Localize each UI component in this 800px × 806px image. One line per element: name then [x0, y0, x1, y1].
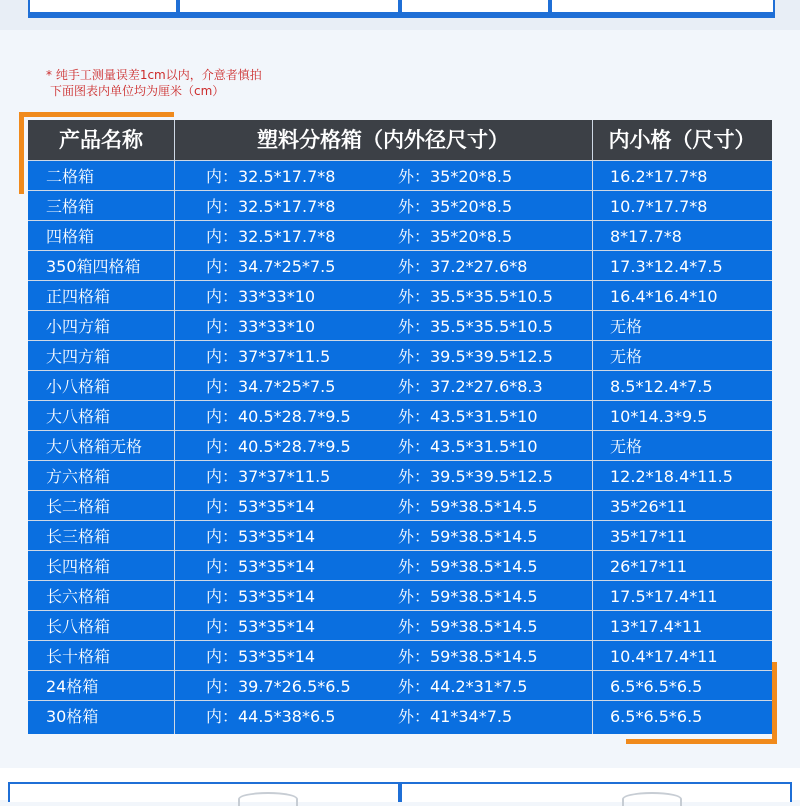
cell-size: 8.5*12.4*7.5 — [610, 377, 713, 396]
product-image — [238, 792, 298, 806]
cell-size: 无格 — [610, 437, 643, 456]
outer-size: 外：35*20*8.5 — [398, 167, 513, 186]
inner-size: 内：37*37*11.5 — [206, 347, 331, 366]
header-box-size: 塑料分格箱（内外径尺寸） — [257, 128, 509, 152]
table-row — [28, 640, 772, 670]
product-name: 大四方箱 — [46, 347, 111, 366]
inner-size: 内：53*35*14 — [206, 497, 316, 516]
inner-size: 内：37*37*11.5 — [206, 467, 331, 486]
table-row — [28, 280, 772, 310]
next-section-strip — [0, 768, 800, 800]
product-name: 小八格箱 — [46, 377, 111, 396]
table-row — [28, 370, 772, 400]
outer-size: 外：35.5*35.5*10.5 — [398, 287, 553, 306]
product-name: 四格箱 — [46, 227, 95, 246]
product-name: 方六格箱 — [46, 467, 111, 486]
header-cell-size: 内小格（尺寸） — [608, 128, 756, 152]
inner-size: 内：32.5*17.7*8 — [206, 227, 336, 246]
corner-accent-top-left — [19, 112, 24, 194]
outer-size: 外：59*38.5*14.5 — [398, 557, 538, 576]
unit-note: 下面图表内单位均为厘米（cm） — [50, 84, 225, 98]
inner-size: 内：33*33*10 — [206, 287, 316, 306]
previous-table-border — [28, 14, 775, 18]
outer-size: 外：35*20*8.5 — [398, 227, 513, 246]
cell-size: 10.4*17.4*11 — [610, 647, 718, 666]
table-row — [28, 340, 772, 370]
table-row — [28, 220, 772, 250]
cell-size: 35*17*11 — [610, 527, 688, 546]
cell-size: 26*17*11 — [610, 557, 688, 576]
table-row — [28, 610, 772, 640]
cell-size: 10.7*17.7*8 — [610, 197, 708, 216]
size-table — [28, 120, 772, 734]
outer-size: 外：35.5*35.5*10.5 — [398, 317, 553, 336]
table-row — [28, 670, 772, 700]
cell-size: 无格 — [610, 317, 643, 336]
table-row — [28, 250, 772, 280]
outer-size: 外：41*34*7.5 — [398, 707, 513, 726]
inner-size: 内：40.5*28.7*9.5 — [206, 437, 351, 456]
inner-size: 内：53*35*14 — [206, 527, 316, 546]
product-name: 长四格箱 — [46, 557, 111, 576]
previous-table-cell — [400, 0, 550, 14]
product-image — [622, 792, 682, 806]
inner-size: 内：53*35*14 — [206, 647, 316, 666]
cell-size: 无格 — [610, 347, 643, 366]
outer-size: 外：35*20*8.5 — [398, 197, 513, 216]
product-name: 350箱四格箱 — [46, 257, 141, 276]
outer-size: 外：39.5*39.5*12.5 — [398, 347, 553, 366]
product-name: 长八格箱 — [46, 617, 111, 636]
cell-size: 17.3*12.4*7.5 — [610, 257, 723, 276]
previous-table-strip — [0, 0, 800, 30]
outer-size: 外：43.5*31.5*10 — [398, 407, 538, 426]
outer-size: 外：59*38.5*14.5 — [398, 647, 538, 666]
inner-size: 内：34.7*25*7.5 — [206, 377, 336, 396]
table-header — [28, 120, 772, 160]
corner-accent-bottom-right — [772, 662, 777, 744]
cell-size: 16.2*17.7*8 — [610, 167, 708, 186]
outer-size: 外：43.5*31.5*10 — [398, 437, 538, 456]
inner-size: 内：40.5*28.7*9.5 — [206, 407, 351, 426]
cell-size: 10*14.3*9.5 — [610, 407, 708, 426]
cell-size: 35*26*11 — [610, 497, 688, 516]
product-name: 正四格箱 — [46, 287, 111, 306]
product-name: 小四方箱 — [46, 317, 111, 336]
cell-size: 12.2*18.4*11.5 — [610, 467, 733, 486]
table-row — [28, 520, 772, 550]
table-row — [28, 400, 772, 430]
product-name: 长六格箱 — [46, 587, 111, 606]
outer-size: 外：59*38.5*14.5 — [398, 587, 538, 606]
table-row — [28, 550, 772, 580]
product-name: 大八格箱 — [46, 407, 111, 426]
outer-size: 外：59*38.5*14.5 — [398, 527, 538, 546]
product-image-frame — [400, 782, 792, 802]
inner-size: 内：32.5*17.7*8 — [206, 167, 336, 186]
previous-table-cell — [550, 0, 775, 14]
inner-size: 内：32.5*17.7*8 — [206, 197, 336, 216]
product-name: 二格箱 — [46, 167, 95, 186]
product-name: 大八格箱无格 — [46, 437, 143, 456]
cell-size: 6.5*6.5*6.5 — [610, 707, 703, 726]
outer-size: 外：39.5*39.5*12.5 — [398, 467, 553, 486]
product-name: 三格箱 — [46, 197, 95, 216]
inner-size: 内：44.5*38*6.5 — [206, 707, 336, 726]
product-name: 长三格箱 — [46, 527, 111, 546]
outer-size: 外：37.2*27.6*8 — [398, 257, 528, 276]
header-product-name: 产品名称 — [59, 128, 143, 152]
inner-size: 内：33*33*10 — [206, 317, 316, 336]
product-name: 长二格箱 — [46, 497, 111, 516]
product-name: 30格箱 — [46, 707, 99, 726]
corner-accent-bottom-right — [626, 739, 777, 744]
outer-size: 外：59*38.5*14.5 — [398, 617, 538, 636]
previous-table-cell — [178, 0, 400, 14]
outer-size: 外：59*38.5*14.5 — [398, 497, 538, 516]
table-row — [28, 190, 772, 220]
inner-size: 内：53*35*14 — [206, 587, 316, 606]
cell-size: 16.4*16.4*10 — [610, 287, 718, 306]
table-row — [28, 700, 772, 730]
cell-size: 6.5*6.5*6.5 — [610, 677, 703, 696]
cell-size: 8*17.7*8 — [610, 227, 682, 246]
outer-size: 外：37.2*27.6*8.3 — [398, 377, 543, 396]
inner-size: 内：34.7*25*7.5 — [206, 257, 336, 276]
table-row — [28, 460, 772, 490]
cell-size: 17.5*17.4*11 — [610, 587, 718, 606]
corner-accent-top-left — [19, 112, 174, 117]
product-image-frame — [8, 782, 400, 802]
inner-size: 内：53*35*14 — [206, 617, 316, 636]
product-name: 24格箱 — [46, 677, 99, 696]
previous-table-cell — [28, 0, 178, 14]
cell-size: 13*17.4*11 — [610, 617, 703, 636]
table-row — [28, 160, 772, 190]
inner-size: 内：53*35*14 — [206, 557, 316, 576]
table-row — [28, 310, 772, 340]
measurement-note: * 纯手工测量误差1cm以内，介意者慎拍 — [46, 68, 262, 82]
product-name: 长十格箱 — [46, 647, 111, 666]
inner-size: 内：39.7*26.5*6.5 — [206, 677, 351, 696]
outer-size: 外：44.2*31*7.5 — [398, 677, 528, 696]
table-row — [28, 430, 772, 460]
table-row — [28, 580, 772, 610]
table-row — [28, 490, 772, 520]
